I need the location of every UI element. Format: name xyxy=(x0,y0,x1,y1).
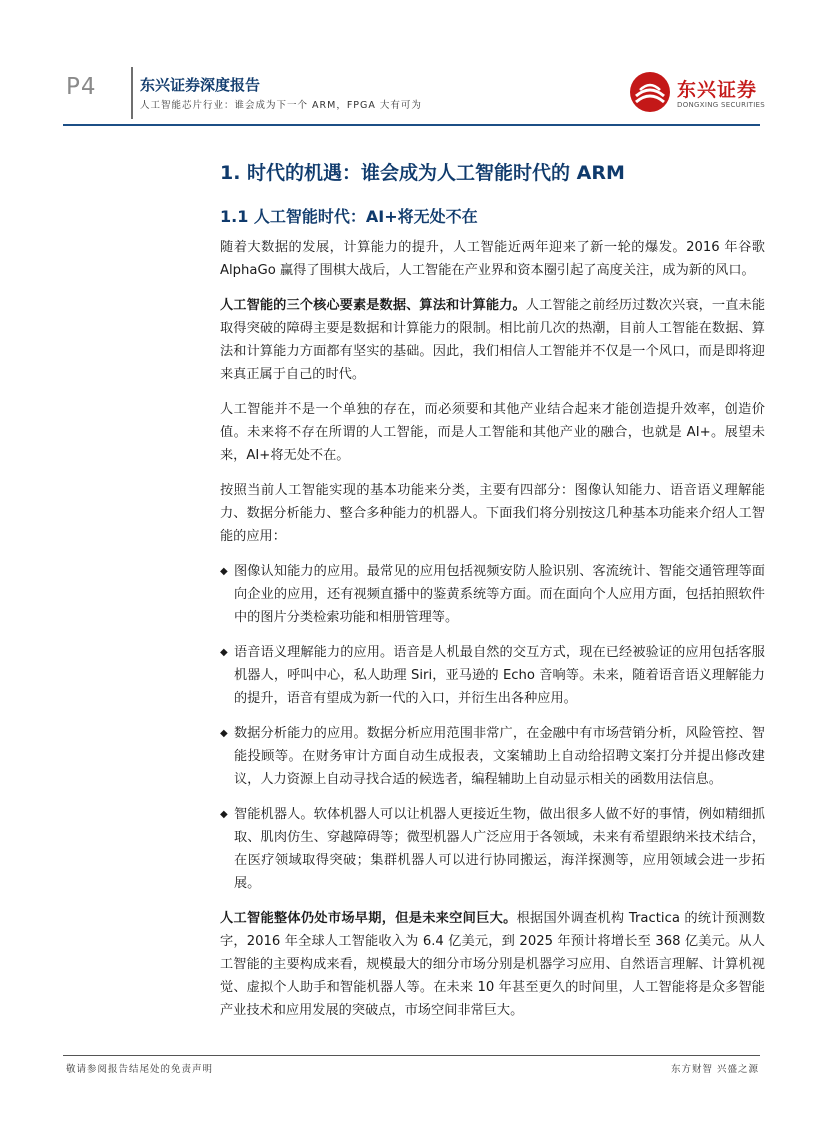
paragraph: 按照当前人工智能实现的基本功能来分类，主要有四部分：图像认知能力、语音语义理解能力、数据分析能力、整合多种能力的机器人。下面我们将分别按这几种基本功能来介绍人工智能的应用： xyxy=(220,483,765,544)
list-item-text: 图像认知能力的应用。最常见的应用包括视频安防人脸识别、客流统计、智能交通管理等面向企业的应用，还有视频直播中的鉴黄系统等方面。而在面向个人应用方面，包括拍照软件中的图片分类检索功能和相册管理等。 xyxy=(234,564,765,625)
header-divider xyxy=(131,67,133,119)
report-title: 东兴证券深度报告 xyxy=(140,76,261,94)
report-subtitle: 人工智能芯片行业：谁会成为下一个 ARM，FPGA 大有可为 xyxy=(140,100,422,111)
application-list xyxy=(220,560,765,895)
paragraph: 人工智能并不是一个单独的存在，而必须要和其他产业结合起来才能创造提升效率，创造价值。未来将不存在所谓的人工智能，而是人工智能和其他产业的融合，也就是 AI+。展望未来，AI+将无处不在。 xyxy=(220,402,765,463)
list-item xyxy=(220,803,765,895)
disclaimer-note: 敬请参阅报告结尾处的免责声明 xyxy=(66,1064,214,1075)
dongxing-logo xyxy=(628,68,768,120)
footer-rule xyxy=(63,1055,760,1056)
list-item xyxy=(220,560,765,629)
paragraph: 随着大数据的发展，计算能力的提升，人工智能近两年迎来了新一轮的爆发。2016 年谷歌 AlphaGo 赢得了围棋大战后，人工智能在产业界和资本圈引起了高度关注，成为新的风口。 xyxy=(220,240,765,278)
paragraph-lead: 人工智能的三个核心要素是数据、算法和计算能力。 xyxy=(220,298,526,313)
footer-slogan: 东方财智 兴盛之源 xyxy=(670,1064,759,1075)
logo-en-text: DONGXING SECURITIES xyxy=(677,101,766,109)
list-item xyxy=(220,641,765,710)
header-rule xyxy=(63,124,760,126)
list-item xyxy=(220,722,765,791)
diamond-bullet-icon: ◆ xyxy=(220,728,228,739)
body-text xyxy=(220,236,765,1034)
diamond-bullet-icon: ◆ xyxy=(220,566,228,577)
page-number: P4 xyxy=(66,74,97,100)
dongxing-logo-mark-icon xyxy=(628,70,672,114)
paragraph-rest: 人工智能之前经历过数次兴衰，一直未能取得突破的障碍主要是数据和计算能力的限制。相比前几次的热潮，目前人工智能在数据、算法和计算能力方面都有坚实的基础。因此，我们相信人工智能并不仅是一个风口，而是即将迎来真正属于自己的时代。 xyxy=(220,298,766,382)
paragraph xyxy=(220,907,765,1022)
subsection-heading: 1.1 人工智能时代：AI+将无处不在 xyxy=(220,207,478,226)
page-header xyxy=(0,0,827,130)
logo-cn-text: 东兴证券 xyxy=(677,79,758,101)
list-item-text: 智能机器人。软体机器人可以让机器人更接近生物，做出很多人做不好的事情，例如精细抓取、肌肉仿生、穿越障碍等；微型机器人广泛应用于各领域，未来有希望跟纳米技术结合，在医疗领域取得突破；集群机器人可以进行协同搬运，海洋探测等，应用领域会进一步拓展。 xyxy=(234,807,765,891)
diamond-bullet-icon: ◆ xyxy=(220,809,228,820)
paragraph-rest: 根据国外调查机构 Tractica 的统计预测数字，2016 年全球人工智能收入为 6.4 亿美元，到 2025 年预计将增长至 368 亿美元。从人工智能的主要构成来看，规模最大的细分市场分别是机器学习应用、自然语言理解、计算机视觉、虚拟个人助手和智能机器人等。在未来 10 年甚至更久的时间里，人工智能将是众多智能产业技术和应用发展的突破点，市场空间非常巨大。 xyxy=(220,911,765,1018)
section-heading: 1. 时代的机遇：谁会成为人工智能时代的 ARM xyxy=(220,162,625,184)
diamond-bullet-icon: ◆ xyxy=(220,647,228,658)
paragraph-lead: 人工智能整体仍处市场早期，但是未来空间巨大。 xyxy=(220,911,517,926)
paragraph xyxy=(220,294,765,386)
list-item-text: 数据分析能力的应用。数据分析应用范围非常广，在金融中有市场营销分析，风险管控、智能投顾等。在财务审计方面自动生成报表，文案辅助上自动给招聘文案打分并提出修改建议，人力资源上自动寻找合适的候选者，编程辅助上自动显示相关的函数用法信息。 xyxy=(234,726,765,787)
list-item-text: 语音语义理解能力的应用。语音是人机最自然的交互方式，现在已经被验证的应用包括客服机器人，呼叫中心，私人助理 Siri，亚马逊的 Echo 音响等。未来，随着语音语义理解能力的提升，语音有望成为新一代的入口，并衍生出各种应用。 xyxy=(234,645,765,706)
